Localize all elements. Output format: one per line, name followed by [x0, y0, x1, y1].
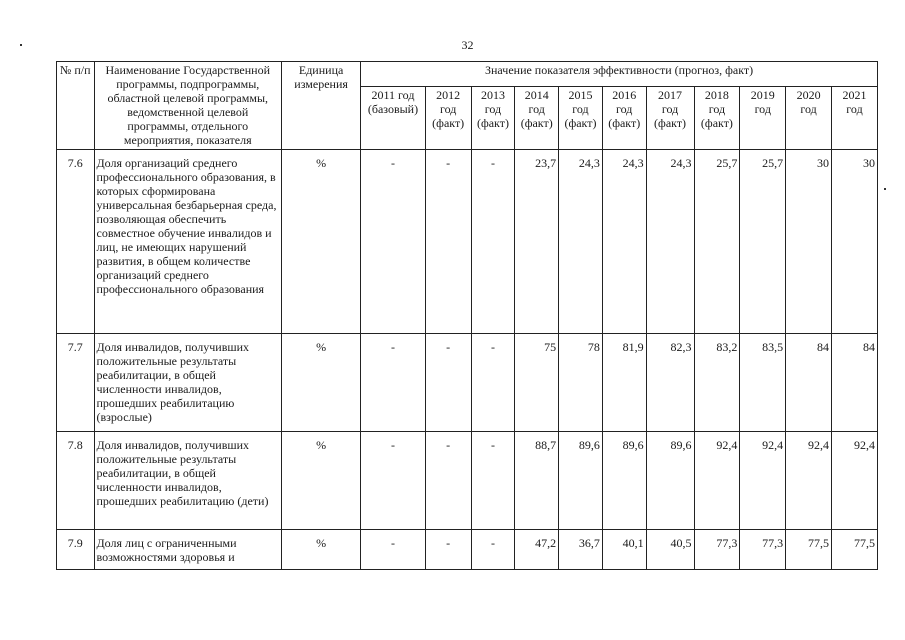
row-value: 82,3 — [646, 334, 694, 432]
row-value: - — [471, 530, 515, 570]
header-year: 2017 год (факт) — [646, 87, 694, 150]
row-value: 83,2 — [694, 334, 740, 432]
row-value: 84 — [786, 334, 832, 432]
row-value: 89,6 — [602, 432, 646, 530]
row-value: 92,4 — [694, 432, 740, 530]
table-header-row-1 — [57, 62, 878, 87]
header-unit: Единица измерения — [282, 62, 361, 150]
row-value: - — [471, 334, 515, 432]
scan-speck — [884, 188, 886, 190]
row-value: 25,7 — [694, 150, 740, 334]
table-row — [57, 530, 878, 570]
row-value: - — [361, 530, 426, 570]
row-value: 83,5 — [740, 334, 786, 432]
row-value: 40,5 — [646, 530, 694, 570]
scan-speck — [20, 44, 22, 46]
row-value: - — [425, 530, 471, 570]
row-value: 47,2 — [515, 530, 559, 570]
table-row — [57, 150, 878, 334]
row-value: 75 — [515, 334, 559, 432]
row-value: 23,7 — [515, 150, 559, 334]
row-name: Доля инвалидов, получивших положительные результаты реабилитации, в общей численности инвалидов, прошедших реабилитацию (дети) — [94, 432, 282, 530]
row-value: 77,5 — [786, 530, 832, 570]
row-value: 24,3 — [646, 150, 694, 334]
row-unit: % — [282, 432, 361, 530]
row-value: 30 — [832, 150, 878, 334]
header-year: 2019 год — [740, 87, 786, 150]
row-name: Доля организаций среднего профессионального образования, в которых сформирована универсальная безбарьерная среда, позволяющая обеспечить совместное обучение инвалидов и лиц, не имеющих нарушений развития, в общем количестве организаций среднего профессионального образования — [94, 150, 282, 334]
row-num: 7.8 — [57, 432, 95, 530]
row-value: 77,3 — [694, 530, 740, 570]
row-unit: % — [282, 530, 361, 570]
row-value: 24,3 — [559, 150, 603, 334]
header-name: Наименование Государственной программы, подпрограммы, областной целевой программы, ведомственной целевой программы, отдельного мероприятия, показателя — [94, 62, 282, 150]
row-value: - — [425, 150, 471, 334]
indicator-table — [56, 61, 878, 570]
row-value: 92,4 — [832, 432, 878, 530]
row-num: 7.7 — [57, 334, 95, 432]
row-unit: % — [282, 334, 361, 432]
row-value: - — [471, 150, 515, 334]
row-value: 89,6 — [559, 432, 603, 530]
row-value: 24,3 — [602, 150, 646, 334]
header-year: 2015 год (факт) — [559, 87, 603, 150]
page-number: 32 — [461, 38, 474, 52]
row-name: Доля инвалидов, получивших положительные результаты реабилитации, в общей численности инвалидов, прошедших реабилитацию (взрослые) — [94, 334, 282, 432]
row-value: 89,6 — [646, 432, 694, 530]
row-value: 25,7 — [740, 150, 786, 334]
row-value: 78 — [559, 334, 603, 432]
row-value: 92,4 — [786, 432, 832, 530]
row-value: 77,5 — [832, 530, 878, 570]
row-value: - — [425, 432, 471, 530]
row-value: 81,9 — [602, 334, 646, 432]
row-value: 36,7 — [559, 530, 603, 570]
header-year: 2020 год — [786, 87, 832, 150]
header-year: 2021 год — [832, 87, 878, 150]
row-value: 92,4 — [740, 432, 786, 530]
row-value: 84 — [832, 334, 878, 432]
row-unit: % — [282, 150, 361, 334]
row-value: - — [361, 334, 426, 432]
header-num: № п/п — [57, 62, 95, 150]
row-value: 77,3 — [740, 530, 786, 570]
row-value: 30 — [786, 150, 832, 334]
row-value: - — [361, 150, 426, 334]
row-value: - — [471, 432, 515, 530]
header-year: 2018 год (факт) — [694, 87, 740, 150]
table-row — [57, 334, 878, 432]
row-value: 40,1 — [602, 530, 646, 570]
header-values-span: Значение показателя эффективности (прогноз, факт) — [361, 62, 878, 87]
row-num: 7.6 — [57, 150, 95, 334]
header-year: 2011 год (базовый) — [361, 87, 426, 150]
row-value: - — [361, 432, 426, 530]
header-year: 2016 год (факт) — [602, 87, 646, 150]
header-year: 2014 год (факт) — [515, 87, 559, 150]
row-name: Доля лиц с ограниченными возможностями здоровья и — [94, 530, 282, 570]
row-num: 7.9 — [57, 530, 95, 570]
header-year: 2013 год (факт) — [471, 87, 515, 150]
row-value: 88,7 — [515, 432, 559, 530]
header-year: 2012 год (факт) — [425, 87, 471, 150]
table-row — [57, 432, 878, 530]
row-value: - — [425, 334, 471, 432]
